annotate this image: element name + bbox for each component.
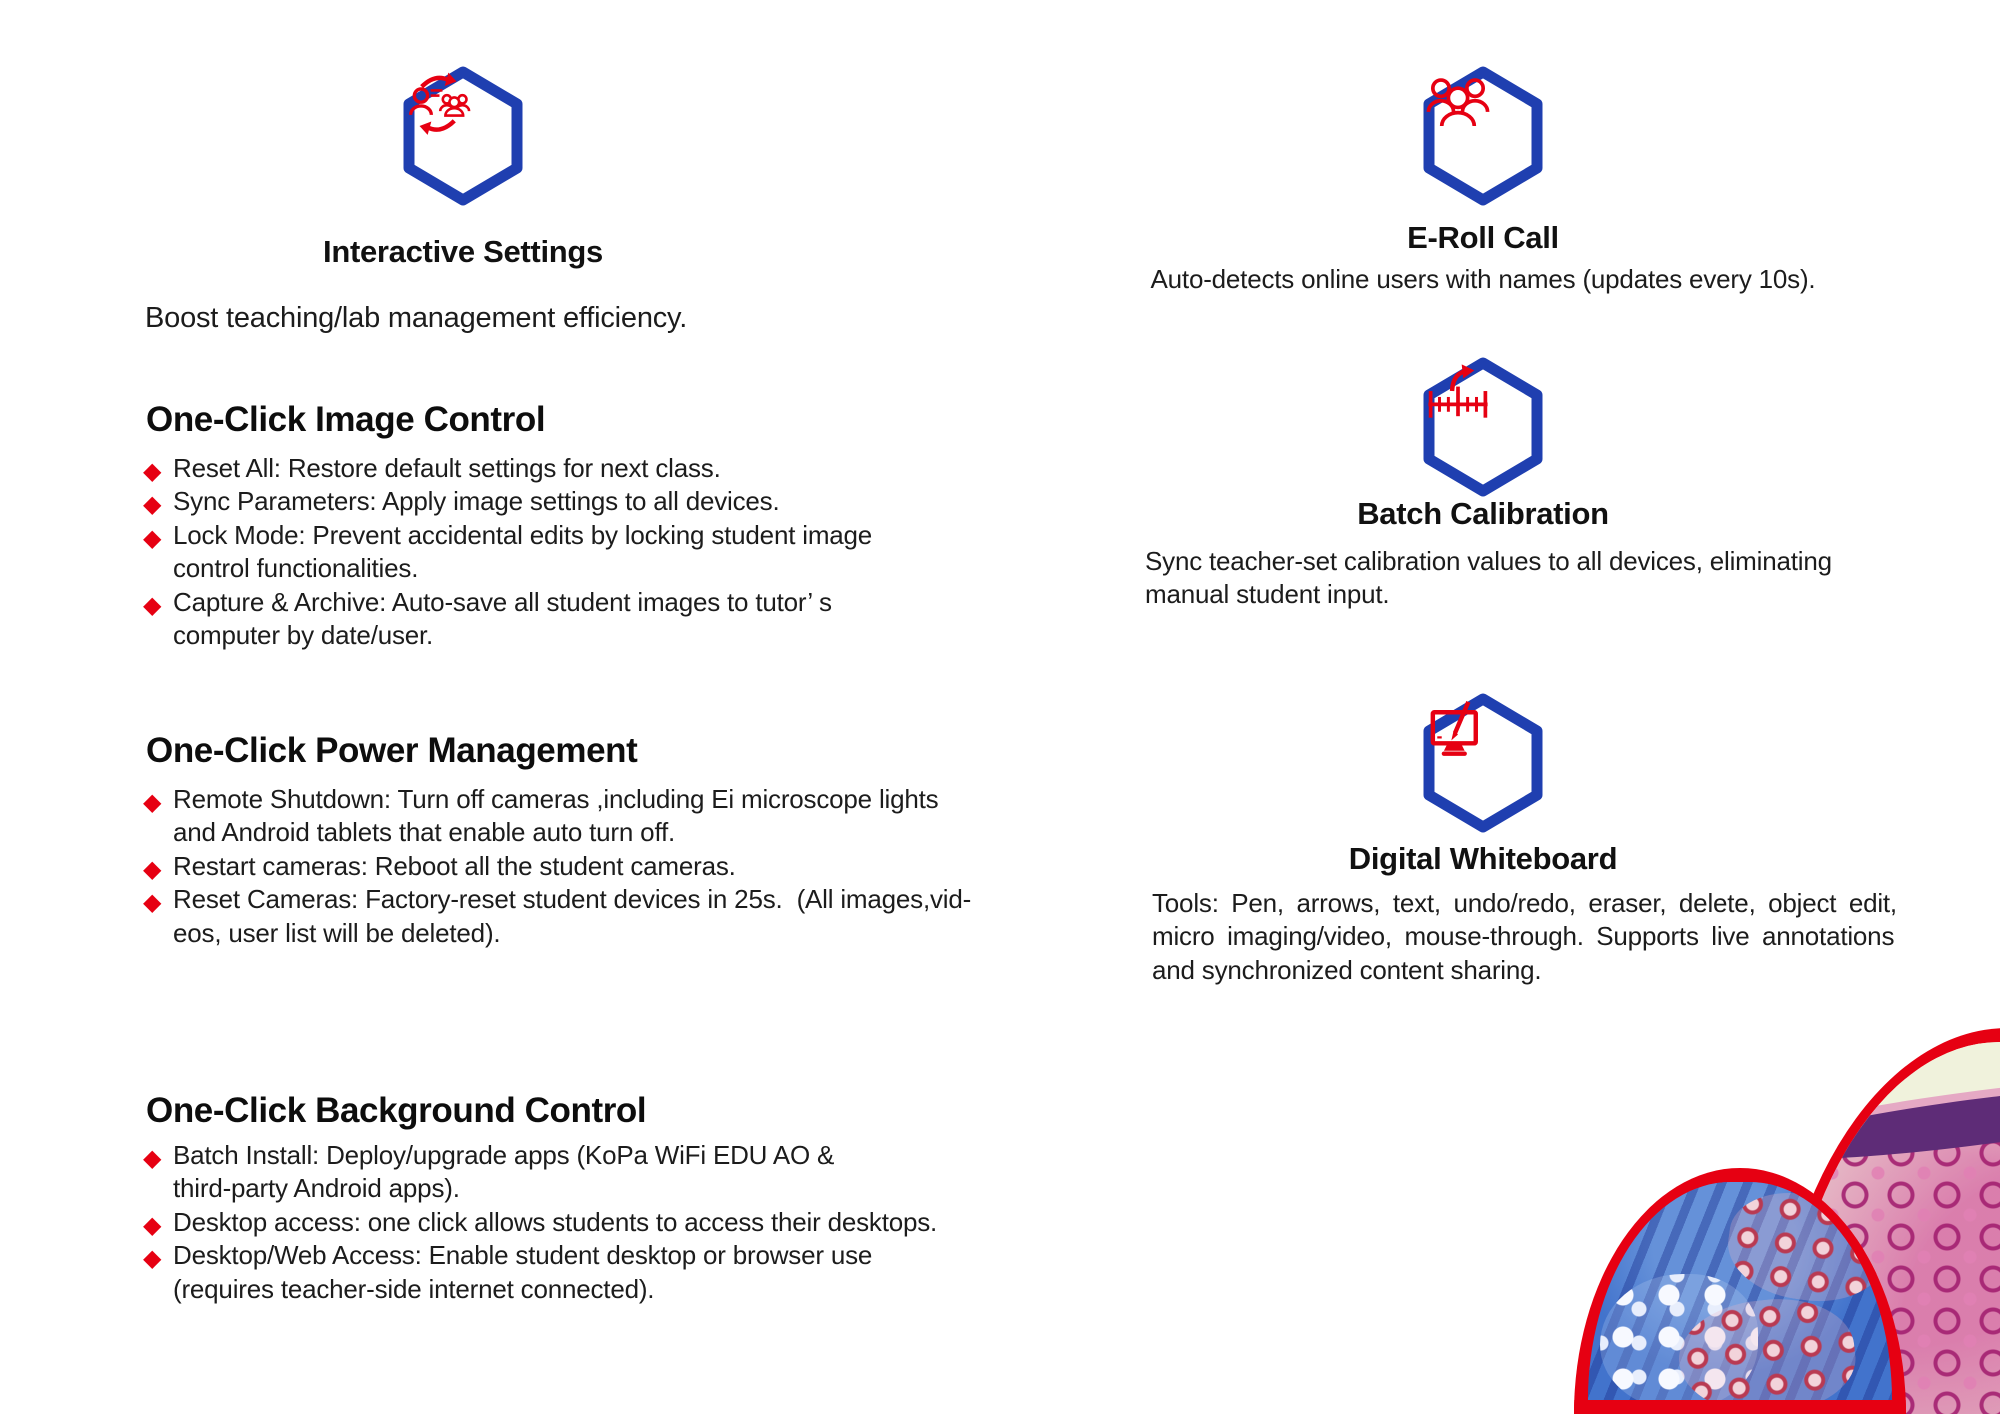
feature-title-digital-whiteboard: Digital Whiteboard (1348, 841, 1618, 876)
diamond-bullet-icon: ◆ (143, 1211, 162, 1239)
feature-desc-batch-calibration (1145, 545, 1835, 612)
bullet-line: computer by date/user. (173, 620, 434, 651)
feature-title-interactive-settings: Interactive Settings (323, 234, 603, 269)
description-line: micro imaging/video, mouse-through. Supports live annotations (1152, 921, 1895, 952)
diamond-bullet-icon: ◆ (143, 491, 162, 519)
interactive-settings-icon (401, 66, 525, 206)
tagline: Boost teaching/lab management efficiency. (145, 302, 688, 334)
e-roll-call-icon (1421, 66, 1545, 206)
batch-calibration-icon (1421, 357, 1545, 497)
bullet-item (143, 1206, 1106, 1239)
bullet-line: control functionalities. (173, 553, 419, 584)
bullet-item (143, 586, 1106, 653)
bullet-line: and Android tablets that enable auto turn off. (173, 817, 676, 848)
bullet-list-image-control (143, 452, 1106, 652)
bullet-list-background-control (143, 1139, 1106, 1306)
diamond-bullet-icon: ◆ (143, 1245, 162, 1273)
bullet-line: Desktop/Web Access: Enable student desktop or browser use (173, 1240, 873, 1271)
feature-desc-digital-whiteboard (1152, 887, 1897, 987)
bullet-item (143, 452, 1106, 485)
calibration-ruler-arrow-icon (1421, 357, 1495, 431)
bullet-line: eos, user list will be deleted). (173, 917, 501, 948)
bullet-item (143, 1239, 1106, 1306)
feature-title-e-roll-call: E-Roll Call (1407, 220, 1559, 255)
diamond-bullet-icon: ◆ (143, 524, 162, 552)
description-line: Auto-detects online users with names (updates every 10s). (1150, 264, 1816, 294)
bullet-line: Capture & Archive: Auto-save all student images to tutor’ s (173, 586, 832, 617)
description-line: Sync teacher-set calibration values to all devices, eliminating (1145, 546, 1832, 576)
diamond-bullet-icon: ◆ (143, 458, 162, 485)
user-group-icon (1421, 66, 1495, 140)
bullet-line: Remote Shutdown: Turn off cameras ,including Ei microscope lights (173, 784, 939, 814)
bullet-line: Sync Parameters: Apply image settings to all devices. (173, 486, 780, 517)
diamond-bullet-icon: ◆ (143, 591, 162, 619)
monitor-pen-icon (1421, 693, 1495, 767)
bullet-item (143, 1139, 1106, 1206)
feature-title-batch-calibration: Batch Calibration (1357, 496, 1609, 531)
bullet-line: Lock Mode: Prevent accidental edits by locking student image (173, 519, 873, 550)
description-line: and synchronized content sharing. (1152, 954, 1542, 985)
diamond-bullet-icon: ◆ (143, 1145, 162, 1172)
bullet-list-power-management (143, 783, 1106, 950)
bullet-item (143, 519, 1106, 586)
bullet-item (143, 783, 1106, 850)
bullet-line: Reset All: Restore default settings for next class. (173, 453, 721, 483)
description-line: Tools: Pen, arrows, text, undo/redo, eraser, delete, object edit, (1152, 888, 1897, 918)
section-heading-power-management: One-Click Power Management (146, 731, 638, 770)
bullet-item (143, 485, 1106, 519)
bullet-line: (requires teacher-side internet connected). (173, 1273, 655, 1304)
histology-image-blue (1574, 1168, 1906, 1414)
bullet-line: Reset Cameras: Factory-reset student devices in 25s. (All images,vid- (173, 884, 972, 915)
diamond-bullet-icon: ◆ (143, 789, 162, 816)
teacher-students-sync-icon (401, 66, 475, 140)
diamond-bullet-icon: ◆ (143, 855, 162, 883)
bullet-line: third-party Android apps). (173, 1173, 460, 1204)
section-heading-background-control: One-Click Background Control (146, 1091, 647, 1130)
bullet-item (143, 883, 1106, 950)
feature-desc-e-roll-call (1145, 263, 1821, 296)
description-line: manual student input. (1145, 579, 1390, 610)
section-heading-image-control: One-Click Image Control (146, 400, 546, 439)
bullet-line: Restart cameras: Reboot all the student cameras. (173, 850, 736, 881)
bullet-line: Desktop access: one click allows students to access their desktops. (173, 1206, 938, 1237)
digital-whiteboard-icon (1421, 693, 1545, 833)
diamond-bullet-icon: ◆ (143, 889, 162, 917)
bullet-line: Batch Install: Deploy/upgrade apps (KoPa WiFi EDU AO & (173, 1140, 835, 1170)
bullet-item (143, 850, 1106, 883)
